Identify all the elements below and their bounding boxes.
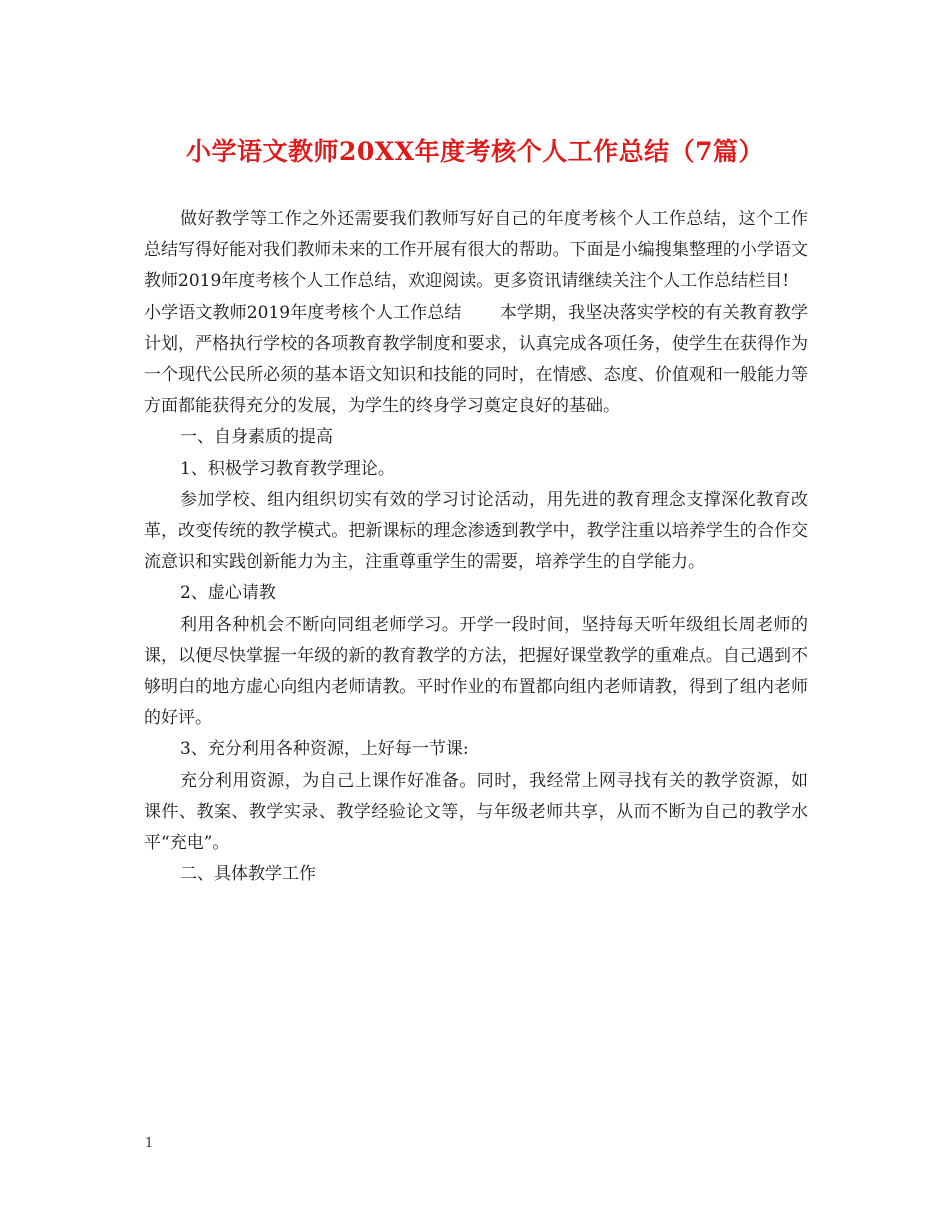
page-number: 1 [145, 1136, 154, 1151]
item-heading-3: 3、充分利用各种资源，上好每一节课: [180, 739, 469, 760]
item-body-1: 参加学校、组内组织切实有效的学习讨论活动，用先进的教育理念支撑深化教育改革，改变传统的教学模式。把新课标的理念渗透到教学中，教学注重以培养学生的合作交流意识和实践创新能力为主，注重尊重学生的需要，培养学生的自学能力。 [144, 489, 808, 573]
section-heading-2: 二、具体教学工作 [180, 864, 316, 885]
item-heading-2: 2、虚心请教 [180, 583, 276, 604]
item-heading-1: 1、积极学习教育教学理论。 [180, 458, 395, 479]
article-heading: 小学语文教师2019年度考核个人工作总结 [144, 302, 462, 323]
article-opening: 本学期，我坚决落实学校的有关教育教学计划，严格执行学校的各项教育教学制度和要求，认真完成各项任务，使学生在获得作为一个现代公民所必须的基本语文知识和技能的同时，在情感、态度、价值观和一般能力等方面都能获得充分的发展，为学生的终身学习奠定良好的基础。 [144, 302, 808, 417]
item-body-2: 利用各种机会不断向同组老师学习。开学一段时间，坚持每天听年级组长周老师的课，以便尽快掌握一年级的新的教育教学的方法，把握好课堂教学的重难点。自己遇到不够明白的地方虚心向组内老师请教。平时作业的布置都向组内老师请教，得到了组内老师的好评。 [144, 614, 808, 729]
item-body-3: 充分利用资源，为自己上课作好准备。同时，我经常上网寻找有关的教学资源，如课件、教案、教学实录、教学经验论文等，与年级老师共享，从而不断为自己的教学水平“充电”。 [144, 770, 808, 854]
section-heading-1: 一、自身素质的提高 [180, 427, 333, 448]
intro-paragraph: 做好教学等工作之外还需要我们教师写好自己的年度考核个人工作总结，这个工作总结写得好能对我们教师未来的工作开展有很大的帮助。下面是小编搜集整理的小学语文教师2019年度考核个人工作总结，欢迎阅读。更多资讯请继续关注个人工作总结栏目! [144, 209, 808, 292]
article-first-paragraph [144, 298, 808, 423]
document-body [144, 204, 808, 890]
document-title: 小学语文教师20XX年度考核个人工作总结（7篇） [186, 137, 764, 166]
